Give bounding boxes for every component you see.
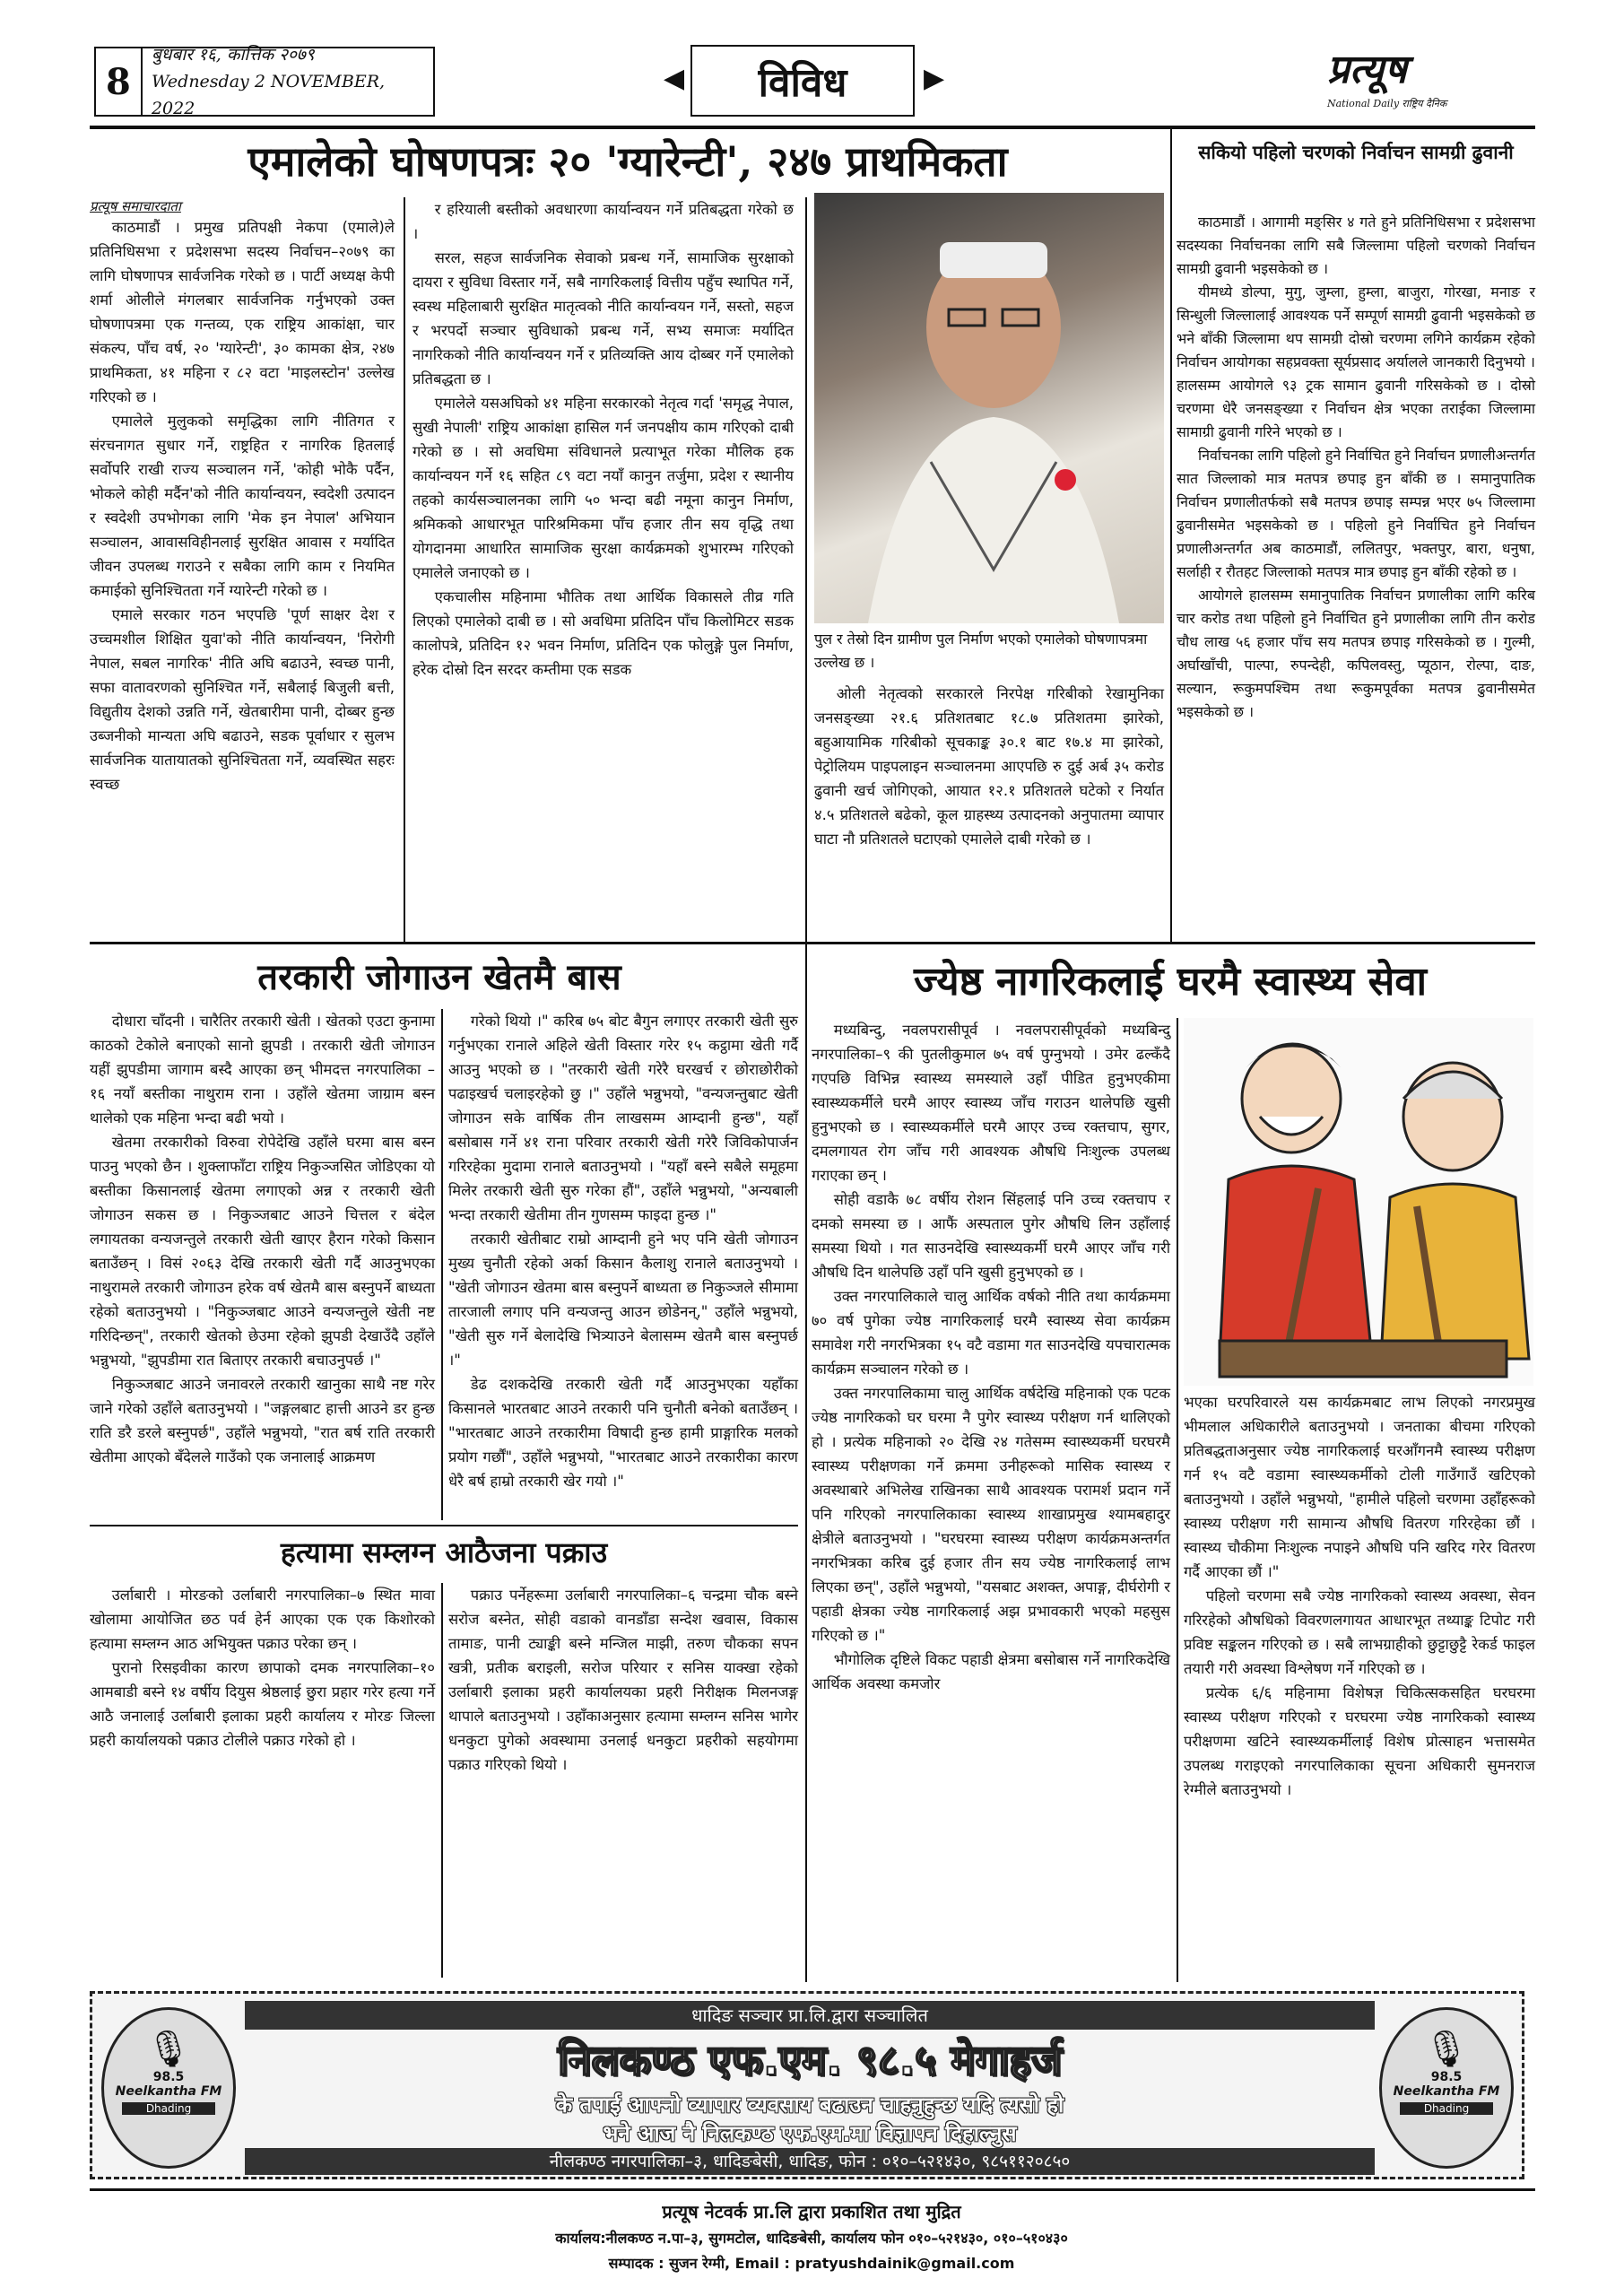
article1-para: ओली नेतृत्वको सरकारले निरपेक्ष गरिबीको रेखामुनिका जनसङ्ख्या २१.६ प्रतिशतबाट १८.७ प्रतिशतमा झारेको, बहुआयामिक गरिबीको सूचकाङ्क ३०.१ बाट १७.४ मा झारेको, पेट्रोलियम पाइपलाइन सञ्चालनमा आएपछि रु दुई अर्ब ३५ करोड ढुवानी खर्च जोगिएको, आयात १२.१ प्रतिशतले घटेको र निर्यात ४.५ प्रतिशतले बढेको, कूल ग्राहस्थ्य उत्पादनको अनुपातमा व्यापार घाटा नौ प्रतिशतले घटाएको एमालेले दाबी गरेको छ । xyxy=(814,685,1164,848)
article1-para: र हरियाली बस्तीको अवधारणा कार्यान्वयन गर्ने प्रतिबद्धता गरेको छ । xyxy=(413,201,794,242)
article2-headline: सकियो पहिलो चरणको निर्वाचन सामग्री ढुवानी xyxy=(1198,141,1514,163)
article5-para: मध्यबिन्दु, नवलपरासीपूर्व । नवलपरासीपूर्वको मध्यबिन्दु नगरपालिका–९ की पुतलीकुमाल ७५ वर्ष पुग्नुभयो । उमेर ढल्कँदै गएपछि विभिन्न स्वास्थ्य समस्याले उहाँ पीडित हुनुभएकीमा स्वास्थ्यकर्मीले घरमै आएर स्वास्थ्य जाँच गराउन थालेपछि खुसी हुनुभएको छ । स्वास्थ्यकर्मीले घरमै आएर उच्च रक्तचाप, सुगर, दमलगायत रोग जाँच गरी आवश्यक औषधि निःशुल्क उपलब्ध गराएका छन् । xyxy=(812,1022,1170,1184)
article4-para: पुरानो रिसइवीका कारण छापाको दमक नगरपालिका–१० आमबाडी बस्ने १४ वर्षीय दियुस श्रेष्ठलाई छुरा प्रहार गरेर हत्या गर्ने आठै जनालाई उर्लाबारी इलाका प्रहरी कार्यालय र मोरङ जिल्ला प्रहरी कार्यालयको पक्राउ टोलीले पक्राउ गरेको हो । xyxy=(90,1659,435,1749)
article3-col1 xyxy=(90,1009,435,1469)
article1-byline: प्रत्यूष समाचारदाता xyxy=(90,198,181,214)
article1-col3 xyxy=(814,682,1164,851)
article4-para: पक्राउ पर्नेहरूमा उर्लाबारी नगरपालिका–६ चन्द्रमा चौक बस्ने सरोज बस्नेत, सोही वडाको वानडाँडा सन्देश खवास, विकास तामाङ, पानी ट्याङ्की बस्ने मन्जिल माझी, तरुण चौकका सपन खत्री, प्रतीक बराइली, सरोज परियार र सनिस याक्खा रहेको उर्लाबारी इलाका प्रहरी कार्यालयका प्रहरी निरीक्षक मिलनजङ्ग थापाले बताउनुभयो । उहाँकाअनुसार हत्यामा सम्लग्न सनिस भागेर धनकुटा पुगेको अवस्थामा उनलाई धनकुटा प्रहरीको सहयोगमा पक्राउ गरिएको थियो । xyxy=(448,1587,798,1773)
article1-col1 xyxy=(90,197,395,796)
article1-headline: एमालेको घोषणपत्रः २० 'ग्यारेन्टी', २४७ प्राथमिकता xyxy=(248,137,1008,186)
article2-para: काठमाडौं । आगामी मङ्सिर ४ गते हुने प्रतिनिधिसभा र प्रदेशसभा सदस्यका निर्वाचनका लागि सबै जिल्लामा पहिलो चरणको निर्वाचन सामग्री ढुवानी भइसकेको छ । xyxy=(1177,213,1535,277)
imprint-footer xyxy=(90,2197,1533,2276)
header-rule xyxy=(90,126,1535,129)
column-divider xyxy=(1177,1018,1178,1982)
article1-para: काठमाडौं । प्रमुख प्रतिपक्षी नेकपा (एमाले)ले प्रतिनिधिसभा र प्रदेशसभा सदस्य निर्वाचन–२०७९ का लागि घोषणापत्र सार्वजनिक गरेको छ । पार्टी अध्यक्ष केपी शर्मा ओलीले मंगलबार सार्वजनिक गर्नुभएको उक्त घोषणापत्रमा एक गन्तव्य, एक राष्ट्रिय आकांक्षा, चार संकल्प, पाँच वर्ष, २० 'ग्यारेन्टी', ३० कामका क्षेत्र, २४७ प्राथमिकता, ४१ महिना र ८२ वटा 'माइलस्टोन' उल्लेख गरिएको छ । xyxy=(90,219,395,405)
article2-body xyxy=(1177,211,1535,724)
fm-badge-right xyxy=(1379,2007,1514,2169)
article5-illustration xyxy=(1184,1018,1533,1386)
logo-text: प्रत्यूष xyxy=(1327,47,1407,92)
article1-para: सरल, सहज सार्वजनिक सेवाको प्रबन्ध गर्ने, सामाजिक सुरक्षाको दायरा र सुविधा विस्तार गर्ने, सबै नागरिकलाई वित्तीय पहुँच स्थापित गर्ने, स्वस्थ महिलाबारी सुरक्षित मातृत्वको नीति कार्यान्वयन गर्ने, सस्तो, सहज र भरपर्दो सञ्चार सुविधाको प्रबन्ध गर्ने, सभ्य समाजः मर्यादित नागरिकको नीति कार्यान्वयन गर्ने र प्रतिव्यक्ति आय दोब्बर गर्ने एमालेको प्रतिबद्धता छ । xyxy=(413,249,794,387)
article5-headline: ज्येष्ठ नागरिकलाई घरमै स्वास्थ्य सेवा xyxy=(913,959,1428,1004)
article5-para: पहिलो चरणमा सबै ज्येष्ठ नागरिकको स्वास्थ्य अवस्था, सेवन गरिरहेको औषधिको विवरणलगायत आधारभूत तथ्याङ्क टिपोट गरी प्रविष्ट सङ्कलन गरिएको छ । सबै लाभग्राहीको छुट्टाछुट्टै रेकर्ड फाइल तयारी गरी अवस्था विश्लेषण गर्ने गरिएको छ । xyxy=(1184,1587,1535,1677)
article3-para: गरेको थियो ।" करिब ७५ बोट बैगुन लगाएर तरकारी खेती सुरु गर्नुभएका रानाले अहिले खेती विस्तार गरेर १५ कट्ठामा खेती गर्दै आउनु भएको छ । "तरकारी खेती गरेरै घरखर्च र छोराछोरीको पढाइखर्च चलाइरहेको छु ।" उहाँले भन्नुभयो, "वन्यजन्तुबाट खेती जोगाउन सके वार्षिक तीन लाखसम्म आम्दानी हुन्छ", यहाँ बसोबास गर्ने ४१ राना परिवार तरकारी खेती गरेरै जिविकोपार्जन गरिरहेका मुदामा रानाले बताउनुभयो । "यहाँ बस्ने सबैले समूहमा मिलेर तरकारी खेती सुरु गरेका हौं", उहाँले भन्नुभयो, "अन्यबाली भन्दा तरकारी खेतीमा तीन गुणसम्म फाइदा हुन्छ ।" xyxy=(448,1013,798,1223)
masthead-logo xyxy=(1327,43,1542,120)
left-arrow-icon: ◀ xyxy=(664,63,685,94)
microphone-icon: 🎙 xyxy=(1423,2029,1470,2070)
date-nepali: बुधबार १६, कात्तिक २०७९ xyxy=(151,45,315,65)
article5-para: प्रत्येक ६/६ महिनामा विशेषज्ञ चिकित्सकसहित घरघरमा स्वास्थ्य परीक्षण गरिएको र घरघरमा ज्येष्ठ नागरिकको स्वास्थ्य परीक्षणमा खटिने स्वास्थ्यकर्मीलाई विशेष प्रोत्साहन भत्तासमेत उपलब्ध गराइएको नगरपालिकाका सूचना अधिकारी सुमनराज रेग्मीले बताउनुभयो । xyxy=(1184,1684,1535,1798)
column-divider xyxy=(1170,126,1172,942)
article4-col2 xyxy=(448,1583,798,1777)
badge-place: Dhading xyxy=(1400,2102,1493,2115)
date-english: Wednesday 2 NOVEMBER, 2022 xyxy=(151,72,386,118)
badge-name: Neelkantha FM xyxy=(1393,2084,1500,2099)
fm-badge-left xyxy=(101,2007,236,2169)
article1-para: एमाले सरकार गठन भएपछि 'पूर्ण साक्षर देश र उच्चमशील शिक्षित युवा'को नीति कार्यान्वयन, 'निरोगी नेपाल, सबल नागरिक' नीति अघि बढाउने, स्वच्छ पानी, सफा वातावरणको सुनिश्चित गर्ने, सबैलाई बिजुली बत्ती, विद्युतीय देशको उन्नति गर्ने, खेतबारीमा पानी, दोब्बर हुन्छ उब्जनीको मान्यता अघि बढाउने, सडक पूर्वाधार र सुलभ सार्वजनिक यातायातको सुनिश्चितता गर्ने, व्यवस्थित सहरः स्वच्छ xyxy=(90,606,395,793)
badge-frequency: 98.5 xyxy=(1430,2070,1463,2084)
footer-editor: सम्पादक : सुजन रेग्मी, Email : pratyushdainik@gmail.com xyxy=(608,2255,1015,2272)
column-divider xyxy=(441,1009,443,1520)
article4-headline: हत्यामा सम्लग्न आठैजना पक्राउ xyxy=(280,1535,608,1570)
section-rule xyxy=(90,942,1535,944)
article5-para: उक्त नगरपालिकामा चालु आर्थिक वर्षदेखि महिनाको एक पटक ज्येष्ठ नागरिकको घर घरमा नै पुगेर स्वास्थ्य परीक्षण गर्न थालिएको हो । प्रत्येक महिनाको २० देखि २४ गतेसम्म स्वास्थ्यकर्मी घरघरमै स्वास्थ्य परीक्षणका गर्ने क्रममा उनीहरूको मासिक स्वास्थ्य र अवस्थाबारे अभिलेख राखिनका साथै आवश्यक परामर्श प्रदान गर्ने पनि गरिएको नगरपालिकाका स्वास्थ्य शाखाप्रमुख श्यामबहादुर क्षेत्रीले बताउनुभयो । "घरघरमा स्वास्थ्य परीक्षण कार्यक्रमअन्तर्गत नगरभित्रका करिब दुई हजार तीन सय ज्येष्ठ नागरिकलाई लाभ लिएका छन्", उहाँले भन्नुभयो, "यसबाट अशक्त, अपाङ्ग, दीर्घरोगी र पहाडी क्षेत्रका ज्येष्ठ नागरिकलाई अझ प्रभावकारी भएको महसुस गरिएको छ ।" xyxy=(812,1385,1170,1644)
article5-para: भौगोलिक दृष्टिले विकट पहाडी क्षेत्रमा बसोबास गर्ने नागरिकदेखि आर्थिक अवस्था कमजोर xyxy=(812,1651,1170,1692)
article1-caption: पुल र तेस्रो दिन ग्रामीण पुल निर्माण भएको एमालेको घोषणापत्रमा उल्लेख छ । xyxy=(814,631,1148,671)
article5-para: सोही वडाकै ७८ वर्षीय रोशन सिंहलाई पनि उच्च रक्तचाप र दमको समस्या छ । आफैं अस्पताल पुगेर औषधि लिन उहाँलाई समस्या थियो । गत साउनदेखि स्वास्थ्यकर्मी घरमै आएर जाँच गरी औषधि दिन थालेपछि उहाँ पनि खुसी हुनुभएको छ । xyxy=(812,1191,1170,1281)
article2-para: निर्वाचनका लागि पहिलो हुने निर्वाचित हुने निर्वाचन प्रणालीअन्तर्गत सात जिल्लाको मात्र मतपत्र छपाइ हुन बाँकी छ । समानुपातिक निर्वाचन प्रणालीतर्फको सबै मतपत्र छपाइ सम्पन्न भएर ७५ जिल्लामा ढुवानीसमेत भइसकेको छ । पहिलो हुने निर्वाचित हुने निर्वाचन प्रणालीअन्तर्गत अब काठमाडौं, ललितपुर, भक्तपुर, बारा, धनुषा, सर्लाही र रौतहट जिल्लाको मतपत्र मात्र छपाइ हुन बाँकी रहेको छ । xyxy=(1177,447,1535,580)
article3-headline: तरकारी जोगाउन खेतमै बास xyxy=(257,956,621,998)
ad-contact-line: नीलकण्ठ नगरपालिका–३, धादिङबेसी, धादिङ, फोन : ०१०–५२१४३०, ९८५११२०८५० xyxy=(245,2148,1375,2175)
article3-para: निकुञ्जबाट आउने जनावरले तरकारी खानुका साथै नष्ट गरेर जाने गरेको उहाँले बताउनुभयो । "जङ्गलबाट हात्ती आउने डर हुन्छ राति डरै डरले बस्नुपर्छ", उहाँले भन्नुभयो, "रात बर्ष राति तरकारी खेतीमा आएको बँदेलले गाउँको एक जनालाई आक्रमण xyxy=(90,1376,435,1465)
fm-advertisement xyxy=(90,1991,1524,2179)
column-divider xyxy=(805,197,807,942)
article4-col1 xyxy=(90,1583,435,1752)
article1-para: एमालेले मुलुकको समृद्धिका लागि नीतिगत र संरचनागत सुधार गर्ने, राष्ट्रहित र नागरिक हितलाई सर्वोपरि राखी राज्य सञ्चालन गर्ने, 'कोही भोकै पर्दैन, भोकले कोही मर्दैन'को नीति कार्यान्वयन, स्वदेशी उत्पादन र स्वदेशी उपभोगका लागि 'मेक इन नेपाल' अभियान सञ्चालन, आवासविहीनलाई सुरक्षित आवास र मर्यादित जीवन उपलब्ध गराउने र सबैका लागि काम र नियमित कमाईको सुनिश्चितता गर्ने ग्यारेन्टी गरेको छ । xyxy=(90,413,395,599)
microphone-icon: 🎙 xyxy=(145,2029,192,2070)
article1-photo xyxy=(814,193,1164,623)
ad-line2: भने आज नै निलकण्ठ एफ.एम.मा विज्ञापन दिहाल्नुस xyxy=(603,2121,1017,2146)
article3-col2 xyxy=(448,1009,798,1493)
column-divider xyxy=(404,197,405,942)
ad-top-line: धादिङ सञ्चार प्रा.लि.द्वारा सञ्चालित xyxy=(245,2001,1375,2030)
article2-para: यीमध्ये डोल्पा, मुगु, जुम्ला, हुम्ला, बाजुरा, गोरखा, मनाङ र सिन्धुली जिल्लालाई आवश्यक पर्ने सम्पूर्ण सामग्री ढुवानी भइसकेको छ भने बाँकी जिल्लामा थप सामग्री दोस्रो चरणमा लगिने कार्यक्रम रहेको निर्वाचन आयोगका सहप्रवक्ता सूर्यप्रसाद अर्यालले जानकारी दिनुभयो । हालसम्म आयोगले ९३ ट्रक सामान ढुवानी गरिसकेको छ । दोस्रो चरणमा धेरै जनसङ्ख्या र निर्वाचन क्षेत्र भएका तराईका जिल्लामा सामाग्री ढुवानी गरिने भएको छ । xyxy=(1177,283,1535,440)
article3-para: खेतमा तरकारीको विरुवा रोपेदेखि उहाँले घरमा बास बस्न पाउनु भएको छैन । शुक्लाफाँटा राष्ट्रिय निकुञ्जसित जोडिएका यो बस्तीका किसानलाई खेतमा लगाएको अन्न र तरकारी खेती जोगाउन सकस छ । निकुञ्जबाट आउने चित्तल र बंदेल लगायतका वन्यजन्तुले तरकारी खेती खाएर हैरान गरेको किसान बताउँछन् । विसं २०६३ देखि तरकारी खेती गर्दै आउनुभएका नाथुरामले तरकारी जोगाउन हरेक वर्ष खेतमै बास बस्नुपर्ने बाध्यता रहेको बताउनुभयो । "निकुञ्जबाट आउने वन्यजन्तुले खेती नष्ट गरिदिन्छन्", तरकारी खेतको छेउमा रहेको झुपडी देखाउँदै उहाँले भन्नुभयो, "झुपडीमा रात बिताएर तरकारी बचाउनुपर्छ ।" xyxy=(90,1134,435,1369)
article3-para: डेढ दशकदेखि तरकारी खेती गर्दै आउनुभएका यहाँका किसानले भारतबाट आउने तरकारी पनि चुनौती बनेको बताउँछन् । "भारतबाट आउने तरकारीमा विषादी हुन्छ हामी प्राङ्गारिक मलको प्रयोग गर्छौं", उहाँले भन्नुभयो, "भारतबाट आउने तरकारीका कारण धेरै बर्ष हाम्रो तरकारी खेर गयो ।" xyxy=(448,1376,798,1490)
article1-para: एकचालीस महिनामा भौतिक तथा आर्थिक विकासले तीव्र गति लिएको एमालेको दाबी छ । सो अवधिमा प्रतिदिन पाँच किलोमिटर सडक कालोपत्रे, प्रतिदिन १२ भवन निर्माण, प्रतिदिन एक फोलुङ्गे पुल निर्माण, हरेक दोस्रो दिन सरदर कम्तीमा एक सडक xyxy=(413,588,794,678)
article5-col2 xyxy=(1184,1390,1535,1802)
ad-title: निलकण्ठ एफ.एम. ९८.५ मेगाहर्ज xyxy=(558,2036,1062,2084)
column-divider xyxy=(805,942,807,1982)
article1-para: एमालेले यसअघिको ४१ महिना सरकारको नेतृत्व गर्दा 'समृद्ध नेपाल, सुखी नेपाली' राष्ट्रिय आकांक्षा हासिल गर्न जनपक्षीय काम गरिएको दाबी गरेको छ । सो अवधिमा संविधानले प्रत्याभूत गरेका मौलिक हक कार्यान्वयन गर्ने १६ सहित ८९ वटा नयाँ कानुन तर्जुमा, प्रदेश र स्थानीय तहको कार्यसञ्चालनका लागि ५० भन्दा बढी नमूना कानुन निर्माण, श्रमिकको आधारभूत पारिश्रमिकमा पाँच हजार तीन सय वृद्धि तथा योगदानमा आधारित सामाजिक सुरक्षा कार्यक्रमको शुभारम्भ गरिएको एमालेले जनाएको छ । xyxy=(413,395,794,581)
article1-col2 xyxy=(413,197,794,682)
article5-para: उक्त नगरपालिकाले चालु आर्थिक वर्षको नीति तथा कार्यक्रममा ७० वर्ष पुगेका ज्येष्ठ नागरिकलाई घरमै स्वास्थ्य सेवा कार्यक्रम समावेश गरी नगरभित्रका १५ वटै वडामा गत साउनदेखि यपचारात्मक कार्यक्रम सञ्चालन गरेको छ । xyxy=(812,1288,1170,1378)
footer-publisher: प्रत्यूष नेटवर्क प्रा.लि द्वारा प्रकाशित तथा मुद्रित xyxy=(662,2201,961,2222)
article2-para: आयोगले हालसम्म समानुपातिक निर्वाचन प्रणालीका लागि करिब चार करोड तथा पहिलो हुने निर्वाचित हुने प्रणालीका लागि तीन करोड चौध लाख ५६ हजार पाँच सय मतपत्र छपाइ गरिसकेको छ । गुल्मी, अर्घाखाँची, पाल्पा, रुपन्देही, कपिलवस्तु, प्यूठान, रोल्पा, दाङ, सल्यान, रूकुमपश्चिम तथा रूकुमपूर्वका मतपत्र ढुवानीसमेत भइसकेको छ । xyxy=(1177,587,1535,720)
article3-para: तरकारी खेतीबाट राम्रो आम्दानी हुने भए पनि खेती जोगाउन मुख्य चुनौती रहेको अर्का किसान कैलाशु रानाले बताउनुभयो । "खेती जोगाउन खेतमा बास बस्नुपर्ने बाध्यता छ निकुञ्जले सीमामा तारजाली लगाए पनि वन्यजन्तु आउन छोडेनन्," उहाँले भन्नुभयो, "खेती सुरु गर्ने बेलादेखि भित्र्याउने बेलासम्म खेतमै बास बस्नुपर्छ ।" xyxy=(448,1231,798,1369)
column-divider xyxy=(441,1583,443,1978)
article3-para: दोधारा चाँदनी । चारैतिर तरकारी खेती । खेतको एउटा कुनामा काठको टेकोले बनाएको सानो झुपडी । तरकारी खेती जोगाउन यहीं झुपडीमा जागाम बस्दै आएका छन् भीमदत्त नगरपालिका – १६ नयाँ बस्तीका नाथुराम राना । उहाँले खेतमा जाग्राम बस्न थालेको एक महिना भन्दा बढी भयो । xyxy=(90,1013,435,1126)
footer-rule xyxy=(90,2188,1535,2191)
section-rule xyxy=(90,1525,798,1526)
badge-frequency: 98.5 xyxy=(152,2070,185,2084)
logo-subtitle: National Daily राष्ट्रिय दैनिक xyxy=(1327,98,1447,109)
article4-para: उर्लाबारी । मोरङको उर्लाबारी नगरपालिका–७ स्थित मावा खोलामा आयोजित छठ पर्व हेर्न आएका एक एक किशोरको हत्यामा सम्लग्न आठ अभियुक्त पक्राउ परेका छन् । xyxy=(90,1587,435,1652)
ad-line1: के तपाई आफ्नो व्यापार व्यवसाय बढाउन चाहनुहुन्छ यदि त्यसो हो xyxy=(555,2092,1064,2118)
article5-col1 xyxy=(812,1018,1170,1696)
article5-para: भएका घरपरिवारले यस कार्यक्रमबाट लाभ लिएको नगरप्रमुख भीमलाल अधिकारीले बताउनुभयो । जनताका बीचमा गरिएको प्रतिबद्धताअनुसार ज्येष्ठ नागरिकलाई घरआँगनमै स्वास्थ्य परीक्षण गर्न १५ वटै वडामा स्वास्थ्यकर्मीको टोली गाउँगाउँ खटिएको बताउनुभयो । उहाँले भन्नुभयो, "हामीले पहिलो चरणमा उहाँहरूको स्वास्थ्य परीक्षण गरी सामान्य औषधि वितरण गरिरहेका छौं । स्वास्थ्य चौकीमा निःशुल्क नपाइने औषधि पनि खरिद गरेर वितरण गर्दै आएका छौं ।" xyxy=(1184,1394,1535,1580)
section-title: विविध xyxy=(690,45,915,117)
footer-address: कार्यालय:नीलकण्ठ न.पा–३, सुगमटोल, धादिङबेसी, कार्यालय फोन ०१०–५२१४३०, ०१०–५१०४३० xyxy=(555,2230,1068,2247)
page-number: 8 xyxy=(96,48,143,115)
politician-photo-illustration xyxy=(814,193,1164,623)
page-header-box xyxy=(94,47,435,117)
elderly-couple-illustration xyxy=(1184,1018,1533,1386)
badge-place: Dhading xyxy=(122,2102,215,2115)
right-arrow-icon: ▶ xyxy=(924,63,945,94)
badge-name: Neelkantha FM xyxy=(115,2084,222,2099)
